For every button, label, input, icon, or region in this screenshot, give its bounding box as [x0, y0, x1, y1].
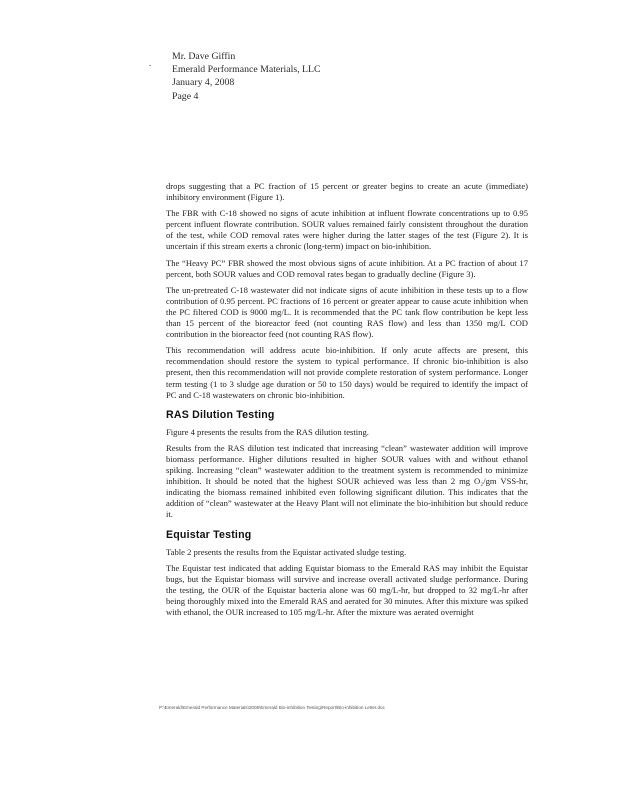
paragraph: This recommendation will address acute bio-inhibition. If only acute affects are present, this recommendation should restore the system to typical performance. If chronic bio-inhibition is also present, then this recommendation will not provide complete restoration of system performance. Longer term testing (1 to 3 sludge age duration or 50 to 150 days) would be required to identify the impact of PC and C-18 wastewaters on chronic bio-inhibition.: [166, 345, 528, 400]
section-heading-ras: RAS Dilution Testing: [166, 408, 275, 421]
paragraph: Figure 4 presents the results from the RAS dilution testing.: [166, 426, 369, 437]
page-number: Page 4: [172, 90, 199, 102]
recipient-name: Mr. Dave Giffin: [172, 51, 236, 62]
footer-file-path: P:\Emerald\Emerald Performance Materials\2008\Emerald Bio-inhibition Testing\Report\Bio-inhibition Letter.doc: [159, 705, 385, 710]
recipient-company: Emerald Performance Materials, LLC: [172, 64, 321, 76]
paragraph: Table 2 presents the results from the Equistar activated sludge testing.: [166, 546, 407, 557]
letter-header: [172, 50, 321, 103]
section-heading-equistar: Equistar Testing: [166, 528, 252, 541]
paragraph: The Equistar test indicated that adding Equistar biomass to the Emerald RAS may inhibit the Equistar bugs, but the Equistar biomass will survive and increase overall activated sludge performance. During the testing, the OUR of the Equistar bacteria alone was 60 mg/L-hr, but dropped to 32 mg/L-hr after being thoroughly mixed into the Emerald RAS and aerated for 30 minutes. After this mixture was spiked with ethanol, the OUR increased to 105 mg/L-hr. After the mixture was aerated overnight: [166, 562, 528, 618]
letter-date: January 4, 2008: [172, 77, 235, 89]
stray-mark: .: [149, 58, 152, 68]
paragraph: drops suggesting that a PC fraction of 15 percent or greater begins to create an acute (immediate) inhibitory environment (Figure 1).: [166, 181, 528, 203]
paragraph: The FBR with C-18 showed no signs of acute inhibition at influent flowrate concentrations up to 0.95 percent influent flowrate contribution. SOUR values remained fairly consistent throughout the duration of the test, while COD removal rates were higher during the latter stages of the test (Figure 2). It is uncertain if this stream exerts a chronic (long-term) impact on bio-inhibition.: [166, 208, 528, 252]
letter-body: [166, 181, 528, 623]
paragraph: The un-pretreated C-18 wastewater did not indicate signs of acute inhibition in these tests up to a flow contribution of 0.95 percent. PC fractions of 16 percent or greater appear to cause acute inhibition when the PC filtered COD is 9000 mg/L. It is recommended that the PC tank flow contribution be kept less than 15 percent of the bioreactor feed (not counting RAS flow) and less than 1350 mg/L COD contribution in the bioreactor feed (not counting RAS flow).: [166, 284, 528, 340]
paragraph: The “Heavy PC” FBR showed the most obvious signs of acute inhibition. At a PC fraction of about 17 percent, both SOUR values and COD removal rates began to gradually decline (Figure 3).: [166, 257, 528, 279]
paragraph: Results from the RAS dilution test indicated that increasing “clean” wastewater addition will improve biomass performance. Higher dilutions resulted in higher SOUR values with and without ethanol spiking. Increasing “clean” wastewater addition to the treatment system is recommended to minimize inhibition. It should be noted that the highest SOUR achieved was less than 2 mg O₂/gm VSS-hr, indicating the biomass remained inhibited even following significant dilution. This indicates that the addition of “clean” wastewater at the Heavy Plant will not eliminate the bio-inhibition but should reduce it.: [166, 442, 528, 520]
